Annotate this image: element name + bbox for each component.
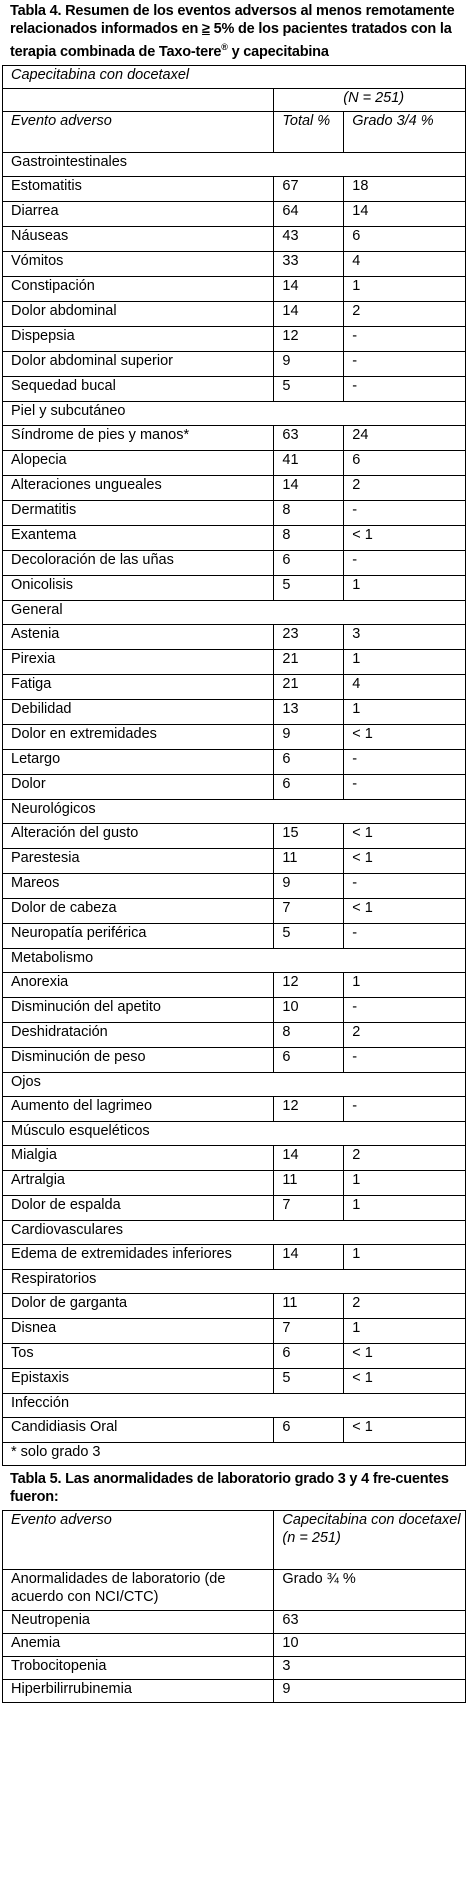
cell-total: 21	[274, 674, 344, 699]
cell-total: 12	[274, 1096, 344, 1121]
cell-grade: 1	[344, 1170, 466, 1195]
table5-title: Tabla 5. Las anormalidades de laboratorio grado 3 y 4 fre-cuentes fueron:	[10, 1470, 449, 1505]
table-row	[3, 724, 466, 749]
regimen-header: Capecitabina con docetaxel	[3, 65, 466, 88]
cell-event: Alteraciones ungueales	[3, 475, 274, 500]
empty-header-cell	[3, 88, 274, 111]
table-row	[3, 251, 466, 276]
cell-total: 8	[274, 1022, 344, 1047]
cell-total: 67	[274, 176, 344, 201]
table-row	[3, 351, 466, 376]
cell-total: 6	[274, 1343, 344, 1368]
cell-event: Exantema	[3, 525, 274, 550]
lab-label: Anormalidades de laboratorio (de acuerdo con NCI/CTC)	[3, 1569, 274, 1610]
cell-total: 6	[274, 749, 344, 774]
cell-total: 5	[274, 575, 344, 600]
table-row	[3, 475, 466, 500]
cell-total: 11	[274, 1293, 344, 1318]
table-row	[3, 500, 466, 525]
cell-grade: -	[344, 1047, 466, 1072]
cell-event: Dolor de cabeza	[3, 898, 274, 923]
cell-event: Disminución del apetito	[3, 997, 274, 1022]
cell-grade: 2	[344, 1022, 466, 1047]
table4	[2, 65, 466, 1466]
table-row	[3, 649, 466, 674]
cell-event: Estomatitis	[3, 176, 274, 201]
category-row: General	[3, 600, 466, 624]
cell-total: 6	[274, 550, 344, 575]
cell-event: Anorexia	[3, 972, 274, 997]
cell-grade: -	[344, 774, 466, 799]
cell-event: Artralgia	[3, 1170, 274, 1195]
cell-grade: -	[344, 749, 466, 774]
table-row	[3, 276, 466, 301]
table-row	[3, 1318, 466, 1343]
cell-event: Hiperbilirrubinemia	[3, 1679, 274, 1702]
cell-event: Debilidad	[3, 699, 274, 724]
table-row	[3, 575, 466, 600]
category-row: Infección	[3, 1393, 466, 1417]
cell-grade: < 1	[344, 898, 466, 923]
cell-grade: 6	[344, 450, 466, 475]
table-row	[3, 823, 466, 848]
cell-grade: 6	[344, 226, 466, 251]
table-row	[3, 301, 466, 326]
table-row	[3, 425, 466, 450]
cell-total: 9	[274, 351, 344, 376]
table-row	[3, 624, 466, 649]
cell-total: 8	[274, 525, 344, 550]
cell-value: 3	[274, 1656, 466, 1679]
table-row	[3, 1633, 466, 1656]
cell-total: 21	[274, 649, 344, 674]
cell-total: 63	[274, 425, 344, 450]
table-row	[3, 1096, 466, 1121]
table-row	[3, 1293, 466, 1318]
category-row: Cardiovasculares	[3, 1220, 466, 1244]
cell-total: 8	[274, 500, 344, 525]
category-row: Metabolismo	[3, 948, 466, 972]
cell-event: Dolor en extremidades	[3, 724, 274, 749]
cell-grade: < 1	[344, 1417, 466, 1442]
cell-grade: 1	[344, 1195, 466, 1220]
cell-total: 13	[274, 699, 344, 724]
cell-event: Diarrea	[3, 201, 274, 226]
cell-grade: 4	[344, 674, 466, 699]
cell-grade: 2	[344, 1293, 466, 1318]
cell-grade: 2	[344, 1145, 466, 1170]
cell-grade: 3	[344, 624, 466, 649]
cell-event: Dispepsia	[3, 326, 274, 351]
category-row: Gastrointestinales	[3, 152, 466, 176]
cell-total: 14	[274, 1244, 344, 1269]
table-row	[3, 525, 466, 550]
cell-total: 5	[274, 1368, 344, 1393]
cell-event: Parestesia	[3, 848, 274, 873]
cell-event: Síndrome de pies y manos*	[3, 425, 274, 450]
t5-col-regimen-header: Capecitabina con docetaxel (n = 251)	[274, 1510, 466, 1569]
cell-event: Dolor abdominal	[3, 301, 274, 326]
cell-event: Neuropatía periférica	[3, 923, 274, 948]
cell-total: 10	[274, 997, 344, 1022]
table-row	[3, 1244, 466, 1269]
cell-event: Disminución de peso	[3, 1047, 274, 1072]
cell-grade: -	[344, 997, 466, 1022]
table-row	[3, 1417, 466, 1442]
category-row: Piel y subcutáneo	[3, 401, 466, 425]
cell-event: Vómitos	[3, 251, 274, 276]
cell-total: 9	[274, 873, 344, 898]
cell-grade: < 1	[344, 525, 466, 550]
cell-total: 14	[274, 1145, 344, 1170]
cell-total: 41	[274, 450, 344, 475]
cell-value: 9	[274, 1679, 466, 1702]
cell-event: Edema de extremidades inferiores	[3, 1244, 274, 1269]
cell-total: 33	[274, 251, 344, 276]
cell-event: Constipación	[3, 276, 274, 301]
lab-value: Grado ¾ %	[274, 1569, 466, 1610]
cell-grade: -	[344, 500, 466, 525]
table-row	[3, 1022, 466, 1047]
cell-total: 15	[274, 823, 344, 848]
table-row	[3, 326, 466, 351]
cell-event: Dolor de garganta	[3, 1293, 274, 1318]
cell-grade: < 1	[344, 848, 466, 873]
cell-grade: 24	[344, 425, 466, 450]
cell-total: 43	[274, 226, 344, 251]
t5-col-event-header: Evento adverso	[3, 1510, 274, 1569]
cell-grade: 18	[344, 176, 466, 201]
cell-event: Astenia	[3, 624, 274, 649]
cell-total: 7	[274, 1318, 344, 1343]
cell-event: Anemia	[3, 1633, 274, 1656]
cell-grade: < 1	[344, 823, 466, 848]
table-row	[3, 1679, 466, 1702]
cell-grade: 1	[344, 276, 466, 301]
cell-event: Tos	[3, 1343, 274, 1368]
col-grade-header: Grado 3/4 %	[344, 111, 466, 152]
table-row	[3, 1195, 466, 1220]
cell-grade: -	[344, 873, 466, 898]
cell-grade: 1	[344, 649, 466, 674]
cell-grade: -	[344, 326, 466, 351]
table-row	[3, 376, 466, 401]
table-row	[3, 972, 466, 997]
cell-grade: 4	[344, 251, 466, 276]
table-row	[3, 550, 466, 575]
table5	[2, 1510, 466, 1703]
cell-event: Dolor de espalda	[3, 1195, 274, 1220]
cell-value: 63	[274, 1610, 466, 1633]
cell-total: 12	[274, 326, 344, 351]
table-row	[3, 749, 466, 774]
category-row: Ojos	[3, 1072, 466, 1096]
table-row	[3, 774, 466, 799]
table-row	[3, 997, 466, 1022]
cell-event: Mareos	[3, 873, 274, 898]
cell-event: Onicolisis	[3, 575, 274, 600]
cell-total: 7	[274, 898, 344, 923]
cell-total: 7	[274, 1195, 344, 1220]
footnote: * solo grado 3	[3, 1442, 466, 1465]
table-row	[3, 848, 466, 873]
cell-event: Deshidratación	[3, 1022, 274, 1047]
table-row	[3, 1170, 466, 1195]
cell-event: Neutropenia	[3, 1610, 274, 1633]
col-event-header: Evento adverso	[3, 111, 274, 152]
table-row	[3, 226, 466, 251]
cell-event: Pirexia	[3, 649, 274, 674]
table-row	[3, 176, 466, 201]
cell-event: Alteración del gusto	[3, 823, 274, 848]
cell-total: 11	[274, 848, 344, 873]
table-row	[3, 699, 466, 724]
cell-event: Disnea	[3, 1318, 274, 1343]
cell-total: 11	[274, 1170, 344, 1195]
cell-event: Letargo	[3, 749, 274, 774]
cell-grade: < 1	[344, 1343, 466, 1368]
cell-event: Dermatitis	[3, 500, 274, 525]
cell-event: Alopecia	[3, 450, 274, 475]
cell-total: 6	[274, 774, 344, 799]
cell-grade: -	[344, 550, 466, 575]
cell-event: Náuseas	[3, 226, 274, 251]
cell-event: Dolor abdominal superior	[3, 351, 274, 376]
cell-event: Sequedad bucal	[3, 376, 274, 401]
category-row: Músculo esqueléticos	[3, 1121, 466, 1145]
cell-total: 6	[274, 1047, 344, 1072]
cell-grade: 2	[344, 301, 466, 326]
cell-total: 5	[274, 923, 344, 948]
cell-event: Candidiasis Oral	[3, 1417, 274, 1442]
cell-grade: 1	[344, 1244, 466, 1269]
cell-total: 9	[274, 724, 344, 749]
table-row	[3, 1610, 466, 1633]
cell-total: 12	[274, 972, 344, 997]
n-header: (N = 251)	[274, 88, 466, 111]
cell-total: 5	[274, 376, 344, 401]
cell-total: 14	[274, 301, 344, 326]
table-row	[3, 450, 466, 475]
cell-grade: < 1	[344, 724, 466, 749]
cell-grade: 1	[344, 1318, 466, 1343]
table4-title: Tabla 4. Resumen de los eventos adversos al menos remotamente relacionados informados en ≥ 5% de los pacientes tratados con la terapia combinada de Taxo-tere® y capecitabina	[10, 3, 455, 60]
category-row: Respiratorios	[3, 1269, 466, 1293]
cell-event: Fatiga	[3, 674, 274, 699]
table-row	[3, 1656, 466, 1679]
category-row: Neurológicos	[3, 799, 466, 823]
cell-grade: -	[344, 923, 466, 948]
cell-grade: 14	[344, 201, 466, 226]
cell-grade: 1	[344, 972, 466, 997]
cell-value: 10	[274, 1633, 466, 1656]
cell-total: 6	[274, 1417, 344, 1442]
cell-grade: 1	[344, 575, 466, 600]
cell-total: 14	[274, 475, 344, 500]
cell-grade: 1	[344, 699, 466, 724]
table-row	[3, 923, 466, 948]
cell-grade: -	[344, 351, 466, 376]
table-row	[3, 1047, 466, 1072]
cell-total: 14	[274, 276, 344, 301]
table-row	[3, 201, 466, 226]
cell-event: Mialgia	[3, 1145, 274, 1170]
cell-grade: 2	[344, 475, 466, 500]
cell-total: 64	[274, 201, 344, 226]
table-row	[3, 674, 466, 699]
table-row	[3, 1343, 466, 1368]
cell-event: Dolor	[3, 774, 274, 799]
cell-event: Trobocitopenia	[3, 1656, 274, 1679]
cell-grade: -	[344, 376, 466, 401]
cell-grade: < 1	[344, 1368, 466, 1393]
table-row	[3, 1145, 466, 1170]
table-row	[3, 898, 466, 923]
cell-total: 23	[274, 624, 344, 649]
cell-event: Decoloración de las uñas	[3, 550, 274, 575]
col-total-header: Total %	[274, 111, 344, 152]
cell-event: Epistaxis	[3, 1368, 274, 1393]
table-row	[3, 1368, 466, 1393]
cell-event: Aumento del lagrimeo	[3, 1096, 274, 1121]
table-row	[3, 873, 466, 898]
cell-grade: -	[344, 1096, 466, 1121]
